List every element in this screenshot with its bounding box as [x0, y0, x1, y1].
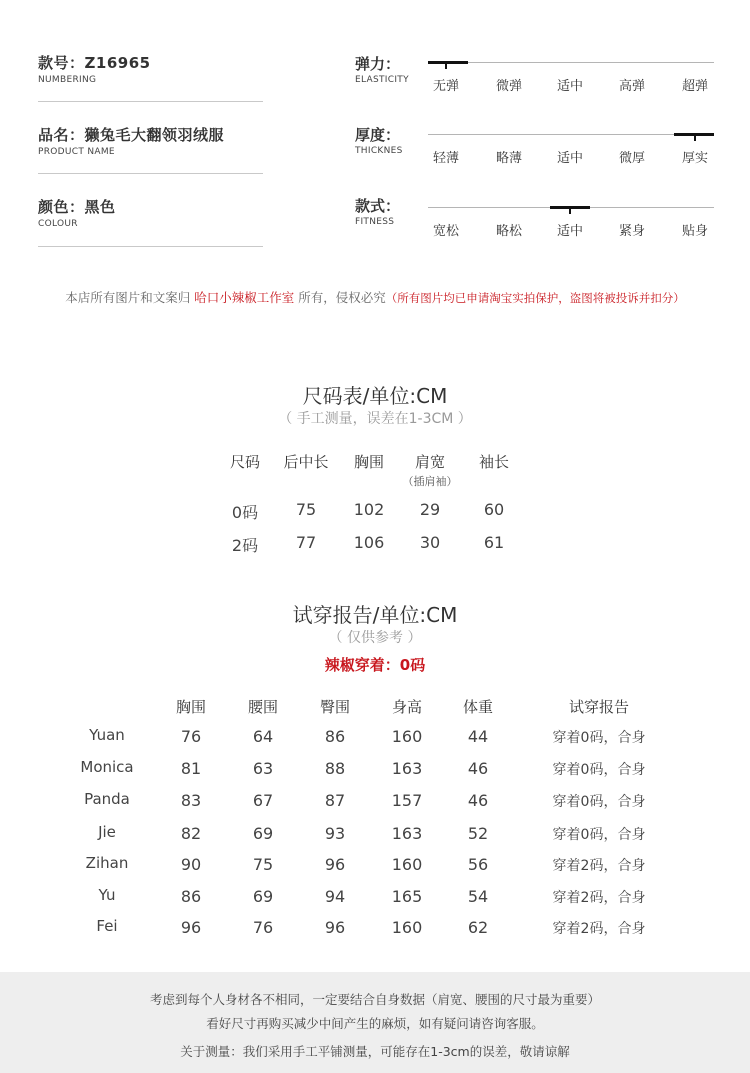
fitting-report-cell: 穿着0码，合身	[552, 794, 646, 810]
fitness-title-block	[355, 195, 400, 227]
fitting-value-cell: 62	[467, 918, 489, 937]
fitting-header-cell: 腰围	[247, 698, 278, 716]
size-header-cell: 袖长	[478, 453, 509, 471]
fitting-report-cell: 穿着2码，合身	[552, 921, 646, 937]
thickness-scale-tick	[694, 135, 696, 141]
fitting-value-cell: 46	[467, 791, 489, 810]
fitting-value-cell: 160	[391, 918, 423, 937]
elasticity-sub: ELASTICITY	[355, 75, 409, 85]
numbering-label: 款号：Z16965	[38, 54, 151, 72]
fitting-value-cell: 86	[180, 887, 202, 906]
fitting-value-cell: 69	[252, 824, 274, 843]
fitting-value-cell: 67	[252, 791, 274, 810]
size-table-title: 尺码表/单位:CM	[302, 384, 448, 408]
fitting-header-cell: 体重	[462, 698, 493, 716]
size-cell: 75	[295, 500, 317, 519]
fitting-header-cell: 臀围	[319, 698, 350, 716]
fitting-name-cell: Fei	[96, 917, 118, 935]
size-cell: 106	[353, 533, 385, 552]
thickness-scale-line	[428, 134, 714, 135]
numbering-block	[38, 52, 263, 85]
fitting-value-cell: 160	[391, 855, 423, 874]
thickness-option-label: 适中	[556, 151, 583, 166]
thickness-option-label: 微厚	[618, 151, 645, 166]
fitting-value-cell: 46	[467, 759, 489, 778]
fitting-name-cell: Yu	[98, 886, 116, 904]
product-name-block	[38, 124, 263, 157]
fitting-report-cell: 穿着2码，合身	[552, 858, 646, 874]
footer-line-2: 看好尺寸再购买减少中间产生的麻烦，如有疑问请咨询客服。	[206, 1016, 544, 1031]
fitting-value-cell: 69	[252, 887, 274, 906]
fitting-value-cell: 163	[391, 824, 423, 843]
fitting-value-cell: 76	[252, 918, 274, 937]
size-cell: 30	[419, 533, 441, 552]
size-header-cell: 肩宽	[414, 453, 445, 471]
divider	[38, 246, 263, 247]
fitting-value-cell: 52	[467, 824, 489, 843]
fitting-value-cell: 90	[180, 855, 202, 874]
elasticity-option-label: 适中	[556, 79, 583, 94]
thickness-sub: THICKNES	[355, 146, 403, 156]
fitting-value-cell: 160	[391, 727, 423, 746]
colour-label: 颜色：黑色	[38, 198, 116, 216]
elasticity-title: 弹力：	[355, 55, 401, 73]
footer-line-1: 考虑到每个人身材各不相同，一定要结合自身数据（肩宽、腰围的尺寸最为重要）	[149, 992, 600, 1007]
size-cell: 0码	[231, 503, 259, 522]
fitness-option-label: 略松	[495, 224, 522, 239]
copyright-notice	[0, 288, 750, 306]
product-name-sub: PRODUCT NAME	[38, 147, 115, 157]
fitting-header-cell: 试穿报告	[568, 698, 629, 716]
thickness-option-label: 轻薄	[432, 151, 459, 166]
studio-name: 哈口小辣椒工作室	[194, 290, 295, 305]
size-header-cell: 胸围	[353, 453, 384, 471]
fitting-note: （ 仅供参考 ）	[328, 630, 422, 646]
colour-sub: COLOUR	[38, 219, 78, 229]
fitting-value-cell: 165	[391, 887, 423, 906]
fitting-value-cell: 96	[324, 918, 346, 937]
size-cell: 2码	[231, 536, 259, 555]
footer	[0, 972, 750, 1073]
fitting-name-cell: Jie	[98, 823, 116, 841]
size-table-note: （ 手工测量，误差在1-3CM ）	[278, 411, 472, 427]
size-cell: 77	[295, 533, 317, 552]
fitting-name-cell: Zihan	[85, 854, 129, 872]
fitting-report-cell: 穿着0码，合身	[552, 827, 646, 843]
fitting-value-cell: 87	[324, 791, 346, 810]
fitting-header-cell: 身高	[391, 698, 422, 716]
colour-block	[38, 196, 263, 229]
fitting-report-cell: 穿着2码，合身	[552, 890, 646, 906]
fitting-value-cell: 81	[180, 759, 202, 778]
divider	[38, 101, 263, 102]
size-header-cell: 后中长	[283, 453, 329, 471]
fitting-value-cell: 75	[252, 855, 274, 874]
notice-warning: （所有图片均已申请淘宝实拍保护，盗图将被投诉并扣分）	[385, 291, 685, 305]
size-cell: 29	[419, 500, 441, 519]
elasticity-option-label: 超弹	[681, 79, 708, 94]
fitness-sub: FITNESS	[355, 217, 395, 227]
fitting-highlight: 辣椒穿着：0码	[324, 656, 426, 674]
fitting-value-cell: 88	[324, 759, 346, 778]
fitting-value-cell: 76	[180, 727, 202, 746]
fitting-name-cell: Yuan	[89, 726, 125, 744]
fitting-value-cell: 56	[467, 855, 489, 874]
fitting-value-cell: 83	[180, 791, 202, 810]
thickness-option-label: 略薄	[495, 151, 522, 166]
fitness-scale-tick	[569, 208, 571, 214]
shoulder-note: （插肩袖）	[402, 475, 458, 488]
fitting-value-cell: 93	[324, 824, 346, 843]
fitness-option-label: 紧身	[618, 224, 645, 239]
fitting-report-cell: 穿着0码，合身	[552, 762, 646, 778]
fitting-report-cell: 穿着0码，合身	[552, 730, 646, 746]
thickness-title-block	[355, 124, 403, 156]
fitting-header-cell: 胸围	[175, 698, 206, 716]
elasticity-scale-marker	[428, 61, 468, 64]
fitting-value-cell: 94	[324, 887, 346, 906]
footer-line-3: 关于测量：我们采用手工平铺测量，可能存在1-3cm的误差，敬请谅解	[180, 1044, 570, 1059]
fitting-value-cell: 54	[467, 887, 489, 906]
size-cell: 102	[353, 500, 385, 519]
fitting-value-cell: 157	[391, 791, 423, 810]
size-header-cell: 尺码	[229, 453, 260, 471]
elasticity-title-block	[355, 53, 409, 85]
fitting-value-cell: 63	[252, 759, 274, 778]
product-name-label: 品名：獭兔毛大翻领羽绒服	[38, 126, 225, 144]
fitting-value-cell: 64	[252, 727, 274, 746]
fitness-option-label: 宽松	[432, 224, 459, 239]
size-cell: 60	[483, 500, 505, 519]
thickness-option-label: 厚实	[681, 151, 708, 166]
thickness-title: 厚度：	[355, 126, 401, 144]
elasticity-option-label: 微弹	[495, 79, 522, 94]
fitting-value-cell: 44	[467, 727, 489, 746]
fitness-title: 款式：	[355, 197, 401, 215]
fitness-option-label: 贴身	[681, 224, 708, 239]
size-cell: 61	[483, 533, 505, 552]
fitting-name-cell: Panda	[84, 790, 130, 808]
elasticity-option-label: 无弹	[432, 79, 459, 94]
numbering-sub: NUMBERING	[38, 75, 97, 85]
elasticity-option-label: 高弹	[618, 79, 645, 94]
divider	[38, 173, 263, 174]
fitting-value-cell: 86	[324, 727, 346, 746]
fitting-value-cell: 82	[180, 824, 202, 843]
notice-middle: 所有，侵权必究	[298, 290, 386, 305]
elasticity-scale-tick	[445, 63, 447, 69]
fitness-option-label: 适中	[556, 224, 583, 239]
fitting-value-cell: 96	[324, 855, 346, 874]
elasticity-scale-line	[428, 62, 714, 63]
fitting-value-cell: 163	[391, 759, 423, 778]
fitting-title: 试穿报告/单位:CM	[292, 603, 458, 627]
notice-prefix: 本店所有图片和文案归	[65, 290, 191, 305]
fitting-name-cell: Monica	[80, 758, 134, 776]
fitting-value-cell: 96	[180, 918, 202, 937]
